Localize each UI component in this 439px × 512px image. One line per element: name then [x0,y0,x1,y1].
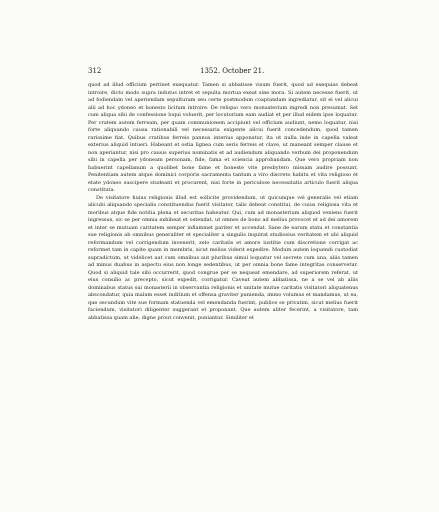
running-head [88,67,358,77]
running-head-date: 1352. October 21. [200,67,265,75]
body-text [88,82,358,322]
paragraph: De visitatore huius religionis illud est sollicite providendum, ut quicunque vel generalis vel etiam alicubi aliquando specialis constituendus fuerit visitator, talis debeat constitui, de cuius religiosa vita et moribus atque fide notitia plena et securitas habeatur. Qui, cum ad monasterium aliquod veniens fuerit ingressus, sic se per omnia exhibeat et ostendat, ut omnes de bono ad melius provocet et ad dei amorem et inter se mutuam caritatem semper inflammet pariter et accendat. Sane de earum statu et constantia sue religionis ab omnibus generaliter et specialiter a singulis inquirat studiosius veritatem et ubi aliquid reformandum vel corrigendum invenerit, zelo caritatis et amore iustitie cum discretione corrigat ac reformet tam in capite quam in membris, sicut melius viderit expedire. Modum autem loquendi custodiat supradictum, ut videlicet aut cum omnibus aut pluribus simul loquatur vel secrete cum una, aliis tamen ad minus duabus in aspectu eius non longe sedentibus, ut per omnia bone fame integritas conservetur. Quod si aliquid tale sibi occurrerit, quod congrue per se nequeat emendare, ad superiorem referat, ut eius consilio ac precepto, sicut expedit, corrigatur. Caveat autem abbatissa, ne a se vel ab aliis dominabus status sui monasterii in observantia religionis et unitate mutue caritatis visitatori aliquatenus abscondatur, quia malum esset inditium et offensa graviter punienda, immo volumus et mandamus, ut ea, que secundum vite sue formam statuenda vel emendanda fuerint, publice se privatim, sicut melius fuerit faciendum, visitatori diligenter suggerant et proponant. Que autem aliter fecerint, a visitatore, tam abbatissa quam alie, digne prout convenit, puniantur. Similiter et [88,194,358,321]
paragraph: quod ad illud officium pertinet exequatur. Tamen si abbatisse visum fuerit, quod ad exequias debeat introire, dicto modo supra indutus intret et sepulta mortua exeat sine mora. Si autem necesse fuerit, ut ad fodiendam vel aperiendam sepulturam seu certe postmodum coaptandam ingrediatur, sit ei vel alicui alii ad hoc ydoneo et honesto licitum introire. De reliquo vero monasterium ingredi non presumat. Set cum aliqua sibi de confessione loqui voluerit, per locutorium eam audiat et per illud eidem ipse loquatur. Per cratem autem ferream, per quam communionem accipiunt vel officium audiunt, nemo loquatur, nisi forte aliquando causa rationabili vel necessaria exigente alicui fuerit concedendum, quod tamen rarissime fiat. Quibus cratibus ferreis pannus interius apponatur, ita ut nulla inde in capella valeat exterius aliquid intueri. Habeant et ostia lignea cum seris ferreis et clave, ut maneant semper clause et non aperiantur, nisi pro causis superius nominatis et ad audiendum aliquando verbum dei proponendum sibi in capella per ydoneam personam, fide, fama et sciencia approbandam. Que vero propriam non habuerint capellanum a quolibet bone fame et honeste vite presbytero missam audire possunt. Penitentiam autem atque dominici corporis sacramenta tantum a viro discreto habitu et vita religioso et etate ydoneo suscipere studeant et procurent, nisi forte in periculose necessitatis articulo fuerit aliqua constituta. [88,82,358,193]
page-number: 312 [88,67,102,75]
